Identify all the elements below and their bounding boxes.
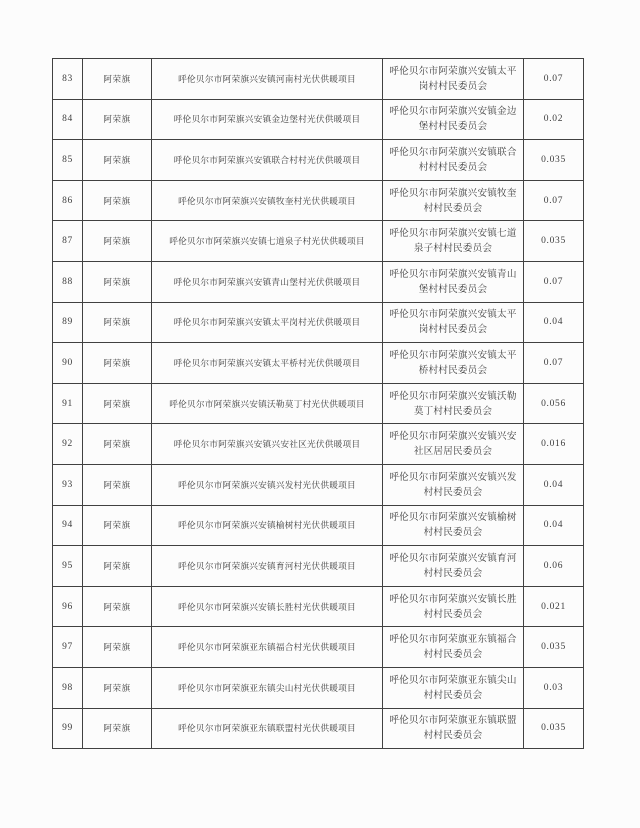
project-name-cell: 呼伦贝尔市阿荣旗亚东镇尖山村光伏供暖项目 [152,667,383,708]
value-cell: 0.06 [524,546,584,587]
project-name-cell: 呼伦贝尔市阿荣旗兴安镇牧奎村光伏供暖项目 [152,180,383,221]
project-name-cell: 呼伦贝尔市阿荣旗兴安镇沃勒莫丁村光伏供暖项目 [152,383,383,424]
table-row [53,505,584,546]
row-number-cell: 96 [53,586,83,627]
committee-name-cell: 呼伦贝尔市阿荣旗兴安镇沃勒莫丁村村民委员会 [383,383,524,424]
committee-name-cell: 呼伦贝尔市阿荣旗兴安镇青山堡村村民委员会 [383,261,524,302]
value-cell: 0.035 [524,708,584,749]
project-name-cell: 呼伦贝尔市阿荣旗兴安镇育河村光伏供暖项目 [152,546,383,587]
table-row [53,302,584,343]
row-number-cell: 95 [53,546,83,587]
region-cell: 阿荣旗 [83,667,152,708]
project-name-cell: 呼伦贝尔市阿荣旗亚东镇联盟村光伏供暖项目 [152,708,383,749]
region-cell: 阿荣旗 [83,464,152,505]
committee-name-cell: 呼伦贝尔市阿荣旗兴安镇太平岗村村民委员会 [383,302,524,343]
value-cell: 0.04 [524,302,584,343]
committee-name-cell: 呼伦贝尔市阿荣旗亚东镇尖山村村民委员会 [383,667,524,708]
project-name-cell: 呼伦贝尔市阿荣旗兴安镇长胜村光伏供暖项目 [152,586,383,627]
committee-name-cell: 呼伦贝尔市阿荣旗亚东镇福合村村民委员会 [383,627,524,668]
committee-name-cell: 呼伦贝尔市阿荣旗兴安镇太平岗村村民委员会 [383,59,524,100]
value-cell: 0.04 [524,464,584,505]
value-cell: 0.07 [524,180,584,221]
region-cell: 阿荣旗 [83,627,152,668]
table-row [53,180,584,221]
table-row [53,383,584,424]
project-name-cell: 呼伦贝尔市阿荣旗兴安镇联合村村光伏供暖项目 [152,140,383,181]
table-row [53,424,584,465]
row-number-cell: 85 [53,140,83,181]
row-number-cell: 99 [53,708,83,749]
region-cell: 阿荣旗 [83,59,152,100]
committee-name-cell: 呼伦贝尔市阿荣旗兴安镇育河村村民委员会 [383,546,524,587]
value-cell: 0.021 [524,586,584,627]
value-cell: 0.07 [524,261,584,302]
projects-table [52,58,584,749]
value-cell: 0.056 [524,383,584,424]
project-name-cell: 呼伦贝尔市阿荣旗兴安镇榆树村光伏供暖项目 [152,505,383,546]
table-body [53,59,584,749]
table-row [53,708,584,749]
row-number-cell: 93 [53,464,83,505]
region-cell: 阿荣旗 [83,302,152,343]
table-row [53,546,584,587]
table-row [53,627,584,668]
value-cell: 0.07 [524,343,584,384]
value-cell: 0.03 [524,667,584,708]
project-name-cell: 呼伦贝尔市阿荣旗兴安镇七道泉子村光伏供暖项目 [152,221,383,262]
table-row [53,140,584,181]
value-cell: 0.035 [524,140,584,181]
row-number-cell: 84 [53,99,83,140]
project-name-cell: 呼伦贝尔市阿荣旗亚东镇福合村光伏供暖项目 [152,627,383,668]
committee-name-cell: 呼伦贝尔市阿荣旗兴安镇联合村村村民委员会 [383,140,524,181]
project-name-cell: 呼伦贝尔市阿荣旗兴安镇河南村光伏供暖项目 [152,59,383,100]
table-row [53,667,584,708]
row-number-cell: 94 [53,505,83,546]
region-cell: 阿荣旗 [83,708,152,749]
committee-name-cell: 呼伦贝尔市阿荣旗兴安镇七道泉子村村民委员会 [383,221,524,262]
table-row [53,261,584,302]
project-name-cell: 呼伦贝尔市阿荣旗兴安镇兴发村光伏供暖项目 [152,464,383,505]
project-name-cell: 呼伦贝尔市阿荣旗兴安镇兴安社区光伏供暖项目 [152,424,383,465]
region-cell: 阿荣旗 [83,586,152,627]
region-cell: 阿荣旗 [83,383,152,424]
row-number-cell: 91 [53,383,83,424]
row-number-cell: 89 [53,302,83,343]
project-name-cell: 呼伦贝尔市阿荣旗兴安镇太平桥村光伏供暖项目 [152,343,383,384]
project-name-cell: 呼伦贝尔市阿荣旗兴安镇金边堡村光伏供暖项目 [152,99,383,140]
row-number-cell: 92 [53,424,83,465]
value-cell: 0.04 [524,505,584,546]
committee-name-cell: 呼伦贝尔市阿荣旗兴安镇长胜村村民委员会 [383,586,524,627]
committee-name-cell: 呼伦贝尔市阿荣旗兴安镇太平桥村村民委员会 [383,343,524,384]
row-number-cell: 90 [53,343,83,384]
table-row [53,99,584,140]
table-row [53,464,584,505]
value-cell: 0.035 [524,221,584,262]
row-number-cell: 86 [53,180,83,221]
table-row [53,343,584,384]
region-cell: 阿荣旗 [83,221,152,262]
row-number-cell: 87 [53,221,83,262]
region-cell: 阿荣旗 [83,505,152,546]
row-number-cell: 97 [53,627,83,668]
value-cell: 0.016 [524,424,584,465]
project-name-cell: 呼伦贝尔市阿荣旗兴安镇青山堡村光伏供暖项目 [152,261,383,302]
region-cell: 阿荣旗 [83,99,152,140]
value-cell: 0.02 [524,99,584,140]
committee-name-cell: 呼伦贝尔市阿荣旗兴安镇金边堡村村民委员会 [383,99,524,140]
document-page [52,58,584,749]
row-number-cell: 88 [53,261,83,302]
table-row [53,59,584,100]
table-row [53,586,584,627]
region-cell: 阿荣旗 [83,546,152,587]
region-cell: 阿荣旗 [83,424,152,465]
table-row [53,221,584,262]
project-name-cell: 呼伦贝尔市阿荣旗兴安镇太平岗村光伏供暖项目 [152,302,383,343]
row-number-cell: 83 [53,59,83,100]
region-cell: 阿荣旗 [83,261,152,302]
value-cell: 0.07 [524,59,584,100]
committee-name-cell: 呼伦贝尔市阿荣旗兴安镇兴发村村民委员会 [383,464,524,505]
region-cell: 阿荣旗 [83,343,152,384]
committee-name-cell: 呼伦贝尔市阿荣旗兴安镇榆树村村民委员会 [383,505,524,546]
committee-name-cell: 呼伦贝尔市阿荣旗亚东镇联盟村村民委员会 [383,708,524,749]
region-cell: 阿荣旗 [83,180,152,221]
committee-name-cell: 呼伦贝尔市阿荣旗兴安镇牧奎村村民委员会 [383,180,524,221]
value-cell: 0.035 [524,627,584,668]
region-cell: 阿荣旗 [83,140,152,181]
committee-name-cell: 呼伦贝尔市阿荣旗兴安镇兴安社区居居民委员会 [383,424,524,465]
row-number-cell: 98 [53,667,83,708]
